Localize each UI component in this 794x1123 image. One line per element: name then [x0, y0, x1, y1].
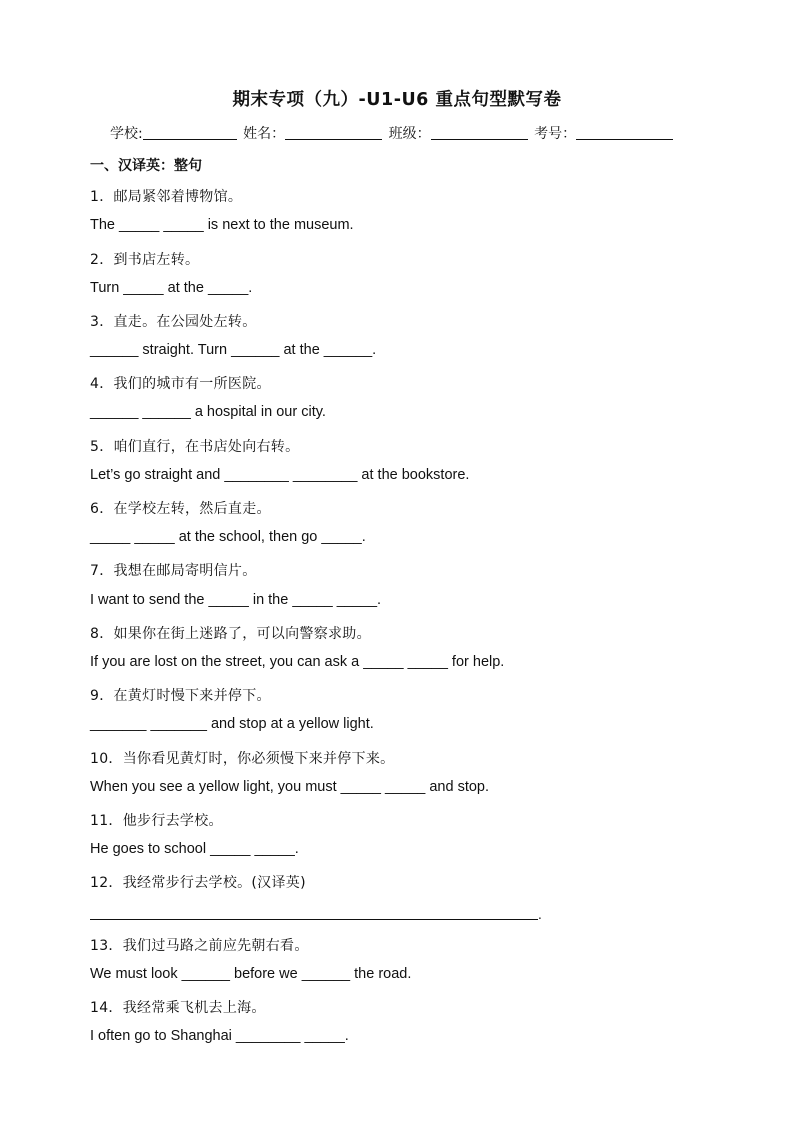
question-3-chinese: 3．直走。在公园处左转。	[90, 314, 257, 330]
question-11-english: He goes to school _____ _____.	[90, 841, 299, 857]
question-11-chinese: 11．他步行去学校。	[90, 813, 223, 829]
answer-line-end-mark: .	[538, 908, 542, 922]
number-label: 考号：	[534, 126, 577, 142]
page-title: 期末专项（九）-U1-U6 重点句型默写卷	[232, 90, 562, 110]
question-2-english: Turn _____ at the _____.	[90, 280, 253, 296]
question-10-english: When you see a yellow light, you must _____ _____ and stop.	[90, 779, 490, 795]
question-7-english: I want to send the _____ in the _____ _____.	[90, 592, 382, 608]
class-label: 班级：	[388, 126, 431, 142]
question-14-chinese: 14．我经常乘飞机去上海。	[90, 1000, 266, 1016]
question-1-english: The _____ _____ is next to the museum.	[90, 217, 354, 233]
student-info-row	[110, 123, 675, 143]
question-5-english: Let’s go straight and ________ ________ at the bookstore.	[90, 467, 470, 483]
class-blank[interactable]	[431, 125, 528, 140]
question-13-chinese: 13．我们过马路之前应先朝右看。	[90, 938, 309, 954]
name-blank[interactable]	[285, 125, 382, 140]
question-8-chinese: 8．如果你在街上迷路了，可以向警察求助。	[90, 626, 371, 642]
school-blank[interactable]	[143, 125, 237, 140]
school-label: 学校:	[110, 126, 143, 142]
question-12-answer-line[interactable]	[90, 919, 538, 920]
question-13-english: We must look ______ before we ______ the road.	[90, 966, 412, 982]
question-5-chinese: 5．咱们直行，在书店处向右转。	[90, 439, 300, 455]
number-blank[interactable]	[576, 125, 673, 140]
question-1-chinese: 1．邮局紧邻着博物馆。	[90, 189, 243, 205]
question-4-english: ______ ______ a hospital in our city.	[90, 404, 326, 420]
name-label: 姓名：	[243, 126, 286, 142]
question-8-english: If you are lost on the street, you can ask a _____ _____ for help.	[90, 654, 505, 670]
section-heading: 一、汉译英：整句	[90, 158, 202, 174]
question-9-chinese: 9．在黄灯时慢下来并停下。	[90, 688, 271, 704]
question-9-english: _______ _______ and stop at a yellow light.	[90, 716, 374, 732]
question-6-english: _____ _____ at the school, then go _____.	[90, 529, 366, 545]
question-4-chinese: 4．我们的城市有一所医院。	[90, 376, 271, 392]
question-12-chinese: 12．我经常步行去学校。(汉译英)	[90, 875, 306, 891]
question-7-chinese: 7．我想在邮局寄明信片。	[90, 563, 257, 579]
question-14-english: I often go to Shanghai ________ _____.	[90, 1028, 349, 1044]
question-2-chinese: 2．到书店左转。	[90, 252, 200, 268]
question-6-chinese: 6．在学校左转，然后直走。	[90, 501, 271, 517]
question-3-english: ______ straight. Turn ______ at the ______.	[90, 342, 377, 358]
question-10-chinese: 10．当你看见黄灯时，你必须慢下来并停下来。	[90, 751, 395, 767]
